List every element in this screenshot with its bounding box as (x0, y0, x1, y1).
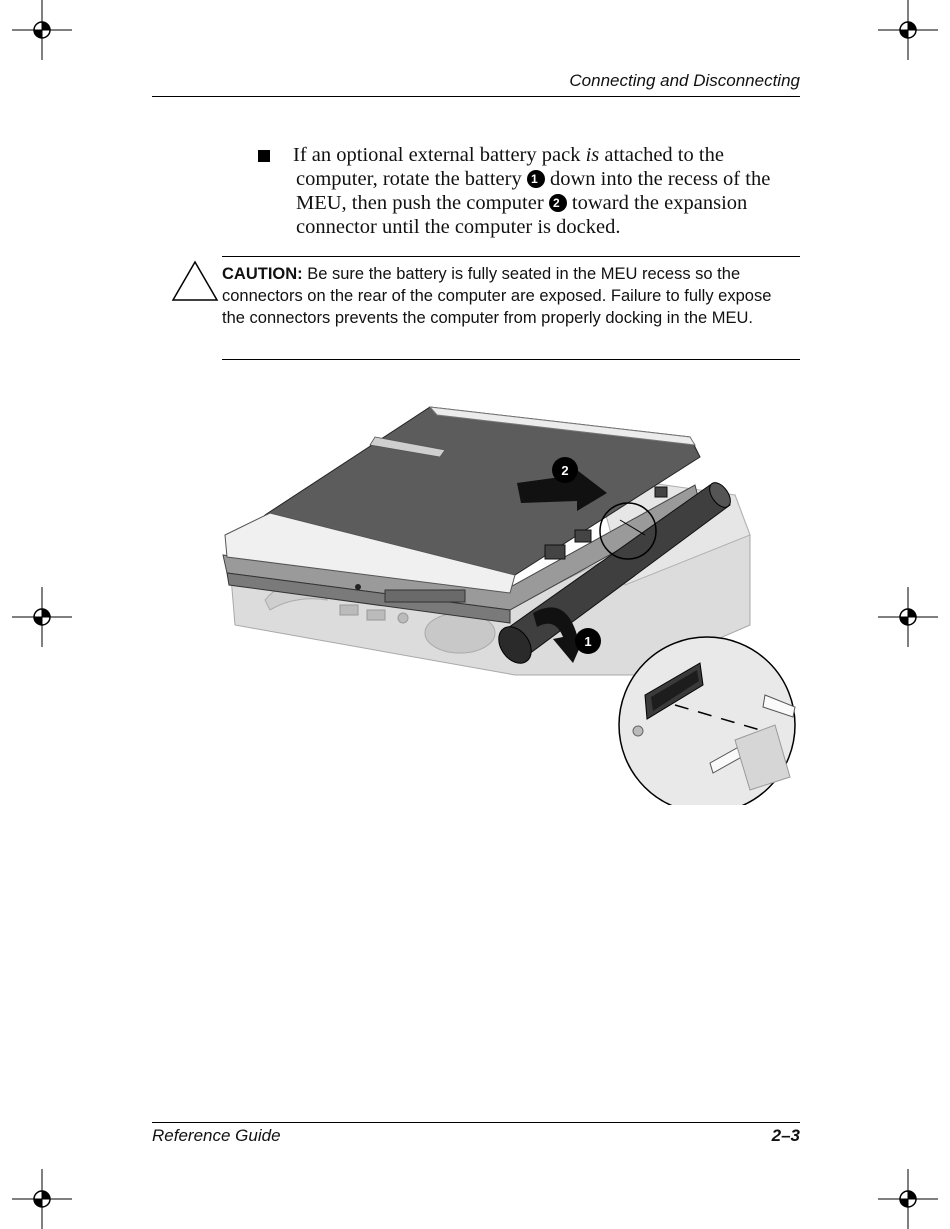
step-1-marker: 1 (527, 170, 545, 188)
docking-illustration (215, 395, 805, 805)
instruction-text: toward the expansion connector until the computer is docked. (296, 192, 748, 238)
instruction-paragraph (293, 143, 806, 239)
instruction-text: down into the recess of the MEU, then push the computer (296, 168, 771, 214)
instruction-text: If an optional external battery pack (293, 144, 586, 166)
crop-mark-icon (878, 0, 938, 60)
callout-1: 1 (584, 634, 592, 649)
crop-mark-icon (12, 1169, 72, 1229)
page-number: 2–3 (771, 1126, 800, 1145)
caution-label: CAUTION: (222, 265, 303, 283)
crop-mark-icon (12, 0, 72, 60)
crop-mark-icon (12, 587, 72, 647)
caution-bottom-rule (222, 359, 800, 360)
caution-body: Be sure the battery is fully seated in the MEU recess so the connectors on the rear of the computer are exposed. Failure to fully expose the connectors prevents the computer from properly docking in the MEU. (222, 265, 772, 327)
step-2-marker: 2 (549, 194, 567, 212)
callout-2: 2 (561, 463, 569, 478)
crop-mark-icon (878, 1169, 938, 1229)
header-divider (152, 96, 800, 97)
caution-note (222, 263, 782, 329)
crop-mark-icon (878, 587, 938, 647)
caution-top-rule (222, 256, 800, 257)
bullet-square-icon (258, 150, 270, 162)
instruction-text: attached to the computer, rotate the battery (296, 144, 724, 190)
instruction-emphasis: is (585, 144, 600, 166)
caution-triangle-icon (171, 260, 219, 302)
footer-doc-title: Reference Guide (152, 1126, 281, 1145)
running-header: Connecting and Disconnecting (569, 71, 800, 90)
footer-divider (152, 1122, 800, 1123)
